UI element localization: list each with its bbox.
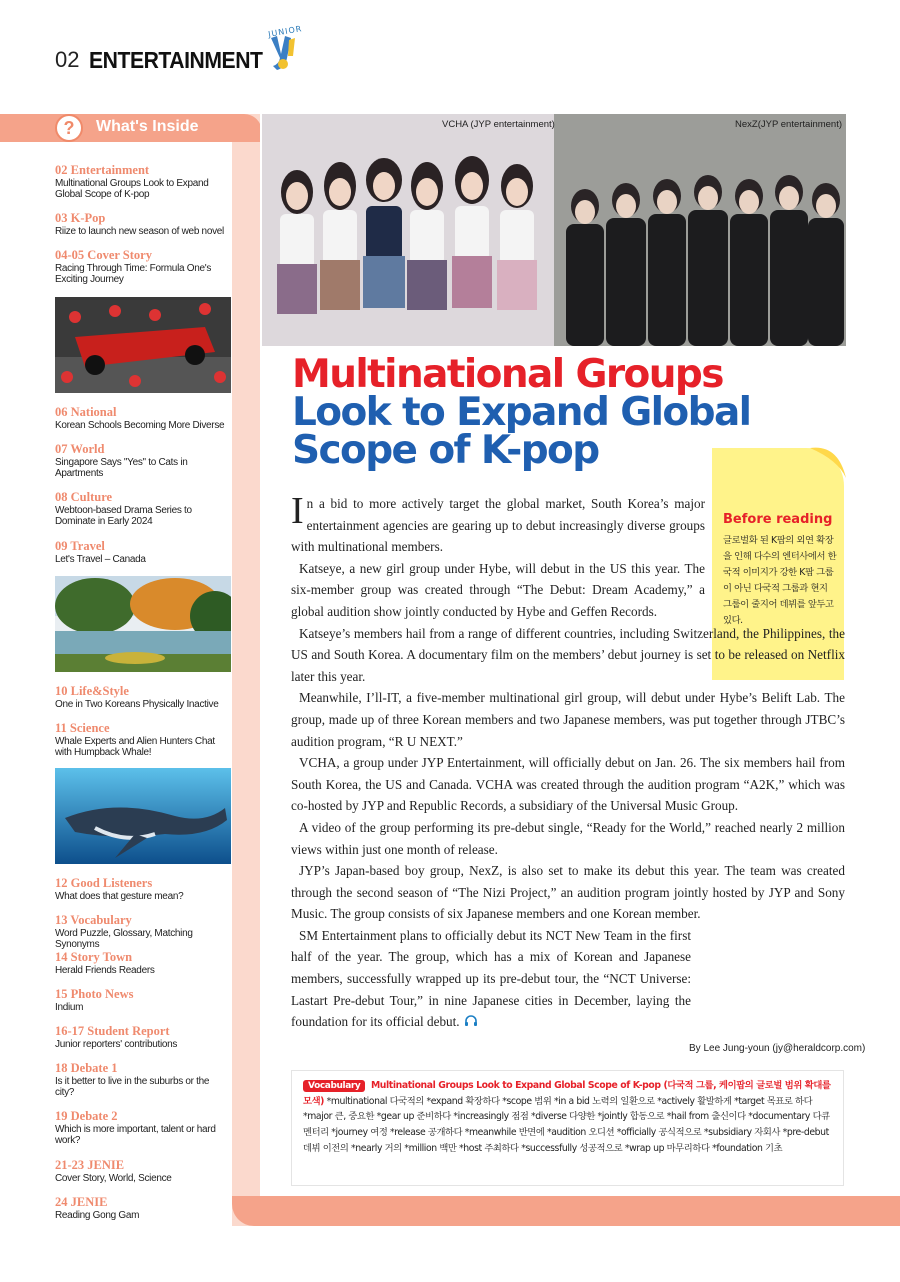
section-title: ENTERTAINMENT — [89, 46, 263, 73]
headline-red-part: Multinational Groups — [292, 352, 723, 397]
toc-heading: 18 Debate 1 — [55, 1061, 118, 1075]
toc-heading: 15 Photo News — [55, 987, 134, 1001]
toc-description: Word Puzzle, Glossary, Matching Synonyms — [55, 928, 193, 950]
vocabulary-content — [303, 1078, 833, 1157]
nexz-group-photo — [554, 114, 846, 346]
toc-description: Let's Travel – Canada — [55, 554, 146, 565]
toc-heading: 11 Science — [55, 721, 110, 735]
article-paragraph: SM Entertainment plans to officially debut its NCT New Team in the first half of the year. The group, which has a mix of Korean and Japanese members, successfully wrapped up its pre-debut tour, the “NCT Universe: Lastart Pre-debut Tour,” in nine Japanese cities in December, laying the foundation for its official debut. — [291, 927, 691, 1030]
group-photos — [262, 114, 846, 346]
toc-description: Herald Friends Readers — [55, 965, 155, 976]
toc-item[interactable] — [55, 442, 230, 479]
toc-item[interactable] — [55, 1024, 230, 1050]
frame-side — [232, 114, 262, 1226]
toc-description: Webtoon-based Drama Series to Dominate in Early 2024 — [55, 505, 192, 527]
toc-item[interactable] — [55, 987, 230, 1013]
toc-item[interactable] — [55, 163, 230, 200]
article-paragraph: A video of the group performing its pre-debut single, “Ready for the World,” reached nearly 2 million views within just one month of release. — [291, 819, 845, 857]
whats-inside-title: What's Inside — [96, 118, 199, 135]
toc-item[interactable] — [55, 1158, 230, 1184]
junior-logo-text: JUNIOR — [267, 24, 303, 39]
formula-one-photo — [55, 297, 231, 393]
toc-item[interactable] — [55, 721, 230, 758]
toc-description: Multinational Groups Look to Expand Global Scope of K-pop — [55, 178, 209, 200]
toc-heading: 09 Travel — [55, 539, 105, 553]
drop-cap: I — [291, 490, 304, 532]
before-reading-title: Before reading — [723, 512, 833, 527]
toc-description: Cover Story, World, Science — [55, 1173, 172, 1184]
toc-description: Whale Experts and Alien Hunters Chat with Humpback Whale! — [55, 736, 215, 758]
article-paragraph: Katseye’s members hail from a range of different countries, including Switzerland, the Philippines, the US and South Korea. A documentary film on the members’ debut journey is set to be released on Netflix later this year. — [291, 625, 845, 684]
toc-item[interactable] — [55, 211, 230, 237]
canada-landscape-photo — [55, 576, 231, 672]
humpback-whale-photo — [55, 768, 231, 864]
toc-description: Junior reporters' contributions — [55, 1039, 178, 1050]
toc-heading: 04-05 Cover Story — [55, 248, 152, 262]
toc-item[interactable] — [55, 1195, 230, 1221]
toc-item[interactable] — [55, 876, 230, 902]
toc-item[interactable] — [55, 1109, 230, 1146]
article-body — [291, 490, 845, 1033]
toc-description: Which is more important, talent or hard work? — [55, 1124, 216, 1146]
article-paragraph: Katseye, a new girl group under Hybe, will debut in the US this year. The six-member group was created through “The Debut: Dream Academy,” a global audition show jointly conducted by Hybe and Geffen Records. — [291, 560, 705, 619]
toc-description: Racing Through Time: Formula One's Exciting Journey — [55, 263, 212, 285]
toc-description: Reading Gong Gam — [55, 1210, 140, 1221]
toc-heading: 13 Vocabulary — [55, 913, 132, 927]
toc-heading: 03 K-Pop — [55, 211, 106, 225]
toc-item[interactable] — [55, 913, 230, 950]
toc-item[interactable] — [55, 1061, 230, 1098]
toc-heading: 12 Good Listeners — [55, 876, 153, 890]
toc-description: Korean Schools Becoming More Diverse — [55, 420, 225, 431]
toc-heading: 07 World — [55, 442, 105, 456]
frame-bottom-bar — [232, 1196, 900, 1226]
toc-heading: 16-17 Student Report — [55, 1024, 170, 1038]
vocabulary-badge: Vocabulary — [303, 1080, 365, 1092]
toc-heading: 24 JENIE — [55, 1195, 108, 1209]
toc-description: What does that gesture mean? — [55, 891, 184, 902]
toc-item[interactable] — [55, 248, 230, 285]
article-paragraph: Meanwhile, I’ll-IT, a five-member multinational girl group, will debut under Hybe’s Belift Lab. The group, made up of three Korean members and two Japanese members, was put together through JTBC’s audition program, “R U NEXT.” — [291, 690, 845, 749]
toc-item[interactable] — [55, 539, 230, 565]
vocabulary-title: Multinational Groups Look to Expand Global Scope of K-pop (다국적 그룹, 케이팝의 글로벌 범위 확대를 모색) — [303, 1080, 831, 1107]
article-paragraph: JYP’s Japan-based boy group, NexZ, is also set to make its debut this year. The team was created through the second season of “The Nizi Project,” an audition program jointly hosted by JYP and Sony Music. The group consists of six Japanese members and one Korean member. — [291, 863, 845, 922]
vocabulary-list: *multinational 다국적의 *expand 확장하다 *scope 범위 *in a bid 노력의 일환으로 *actively 활발하게 *target 목표로 하다 *major 큰, 중요한 *gear up 준비하다 *increasingly 점점 *diverse 다양한 *jointly 합동으로 *hail from 출신이다 *documentary 다큐멘터리 *journey 여정 *release 공개하다 *meanwhile 반면에 *audition 오디션 *officially 공식적으로 *subsidiary 자회사 *pre-debut 데뷔 이전의 *nearly 거의 *million 백만 *host 주최하다 *successfully 성공적으로 *wrap up 마무리하다 *foundation 기초 — [303, 1095, 830, 1154]
photo-caption-nexz: NexZ(JYP entertainment) — [735, 119, 843, 130]
article-byline: By Lee Jung-youn (jy@heraldcorp.com) — [689, 1043, 866, 1054]
junior-logo-icon — [265, 28, 301, 74]
article-paragraph: In a bid to more actively target the global market, South Korea’s major entertainment agencies are gearing up to debut increasingly diverse groups with multinational members. — [291, 490, 705, 555]
toc-heading: 02 Entertainment — [55, 163, 150, 177]
toc-item[interactable] — [55, 684, 230, 710]
toc-description: Riize to launch new season of web novel — [55, 226, 224, 237]
toc-item[interactable] — [55, 490, 230, 527]
photo-caption-vcha: VCHA (JYP entertainment) — [442, 119, 555, 130]
toc-description: One in Two Koreans Physically Inactive — [55, 699, 219, 710]
toc-description: Is it better to live in the suburbs or the city? — [55, 1076, 210, 1098]
headphone-icon[interactable] — [464, 1015, 478, 1027]
toc-item[interactable] — [55, 950, 230, 976]
toc-description: Indium — [55, 1002, 84, 1013]
toc-heading: 10 Life&Style — [55, 684, 129, 698]
article-paragraph: VCHA, a group under JYP Entertainment, will officially debut on Jan. 26. The six members hail from South Korea, the US and Canada. VCHA was created through the audition program “A2K,” which was co-hosted by JYP and Republic Records, a subsidiary of the Universal Music Group. — [291, 755, 845, 814]
page-header — [55, 40, 278, 80]
toc-heading: 06 National — [55, 405, 117, 419]
page-curl-icon — [808, 440, 848, 480]
toc-heading: 19 Debate 2 — [55, 1109, 118, 1123]
page-number: 02 — [55, 47, 80, 72]
toc-description: Singapore Says "Yes" to Cats in Apartments — [55, 457, 188, 479]
toc-item[interactable] — [55, 405, 230, 431]
before-reading-text: 글로벌화 된 K팝의 외연 확장을 인해 다수의 엔터사에서 한국적 이미지가 강한 K팝 그룹이 아닌 다국적 그룹과 현지 그룹이 줄지어 데뷔를 앞두고 있다. — [723, 535, 837, 626]
vcha-group-photo — [262, 114, 554, 346]
toc-heading: 21-23 JENIE — [55, 1158, 125, 1172]
toc-heading: 08 Culture — [55, 490, 113, 504]
question-icon: ? — [55, 114, 83, 142]
headline-blue-part: Look to Expand Global Scope of K-pop — [292, 390, 751, 473]
toc-heading: 14 Story Town — [55, 950, 133, 964]
